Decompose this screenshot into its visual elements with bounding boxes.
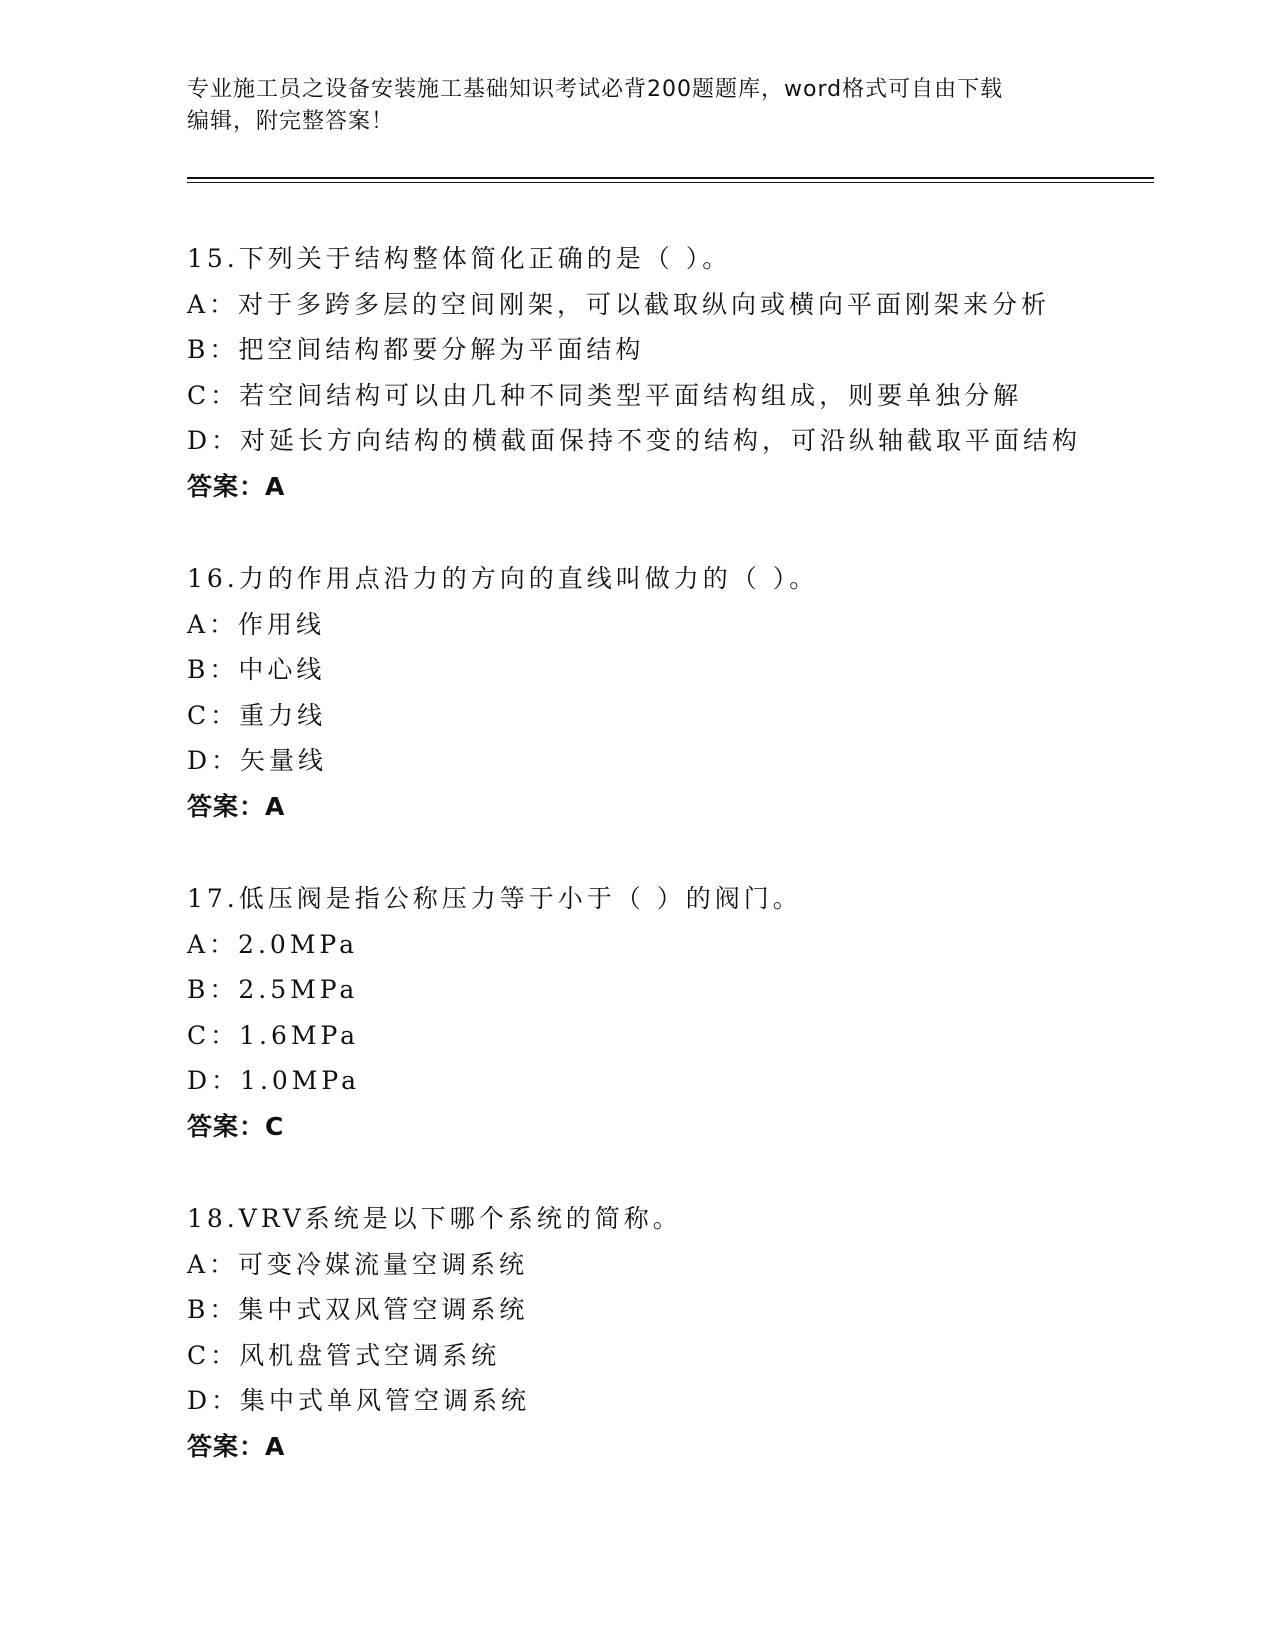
header-divider-thick [187,177,1154,179]
option-b: B：中心线 [187,655,326,684]
option-c: C：1.6MPa [187,1020,360,1050]
document-header [187,74,1087,138]
answer-label: 答案：C [187,1111,285,1141]
option-d: D：对延长方向结构的横截面保持不变的结构，可沿纵轴截取平面结构 [187,426,1082,455]
answer-label: 答案：A [187,1431,286,1461]
header-title-line-2: 编辑，附完整答案！ [187,109,395,134]
option-c: C：若空间结构可以由几种不同类型平面结构组成，则要单独分解 [187,380,1023,410]
header-title-line-1: 专业施工员之设备安装施工基础知识考试必背200题题库，word格式可自由下载 [187,77,1004,102]
option-c: C：重力线 [187,700,327,730]
question-16 [187,556,1167,876]
option-a: A：2.0MPa [187,929,359,959]
answer-label: 答案：A [187,791,286,821]
option-a: A：作用线 [187,609,326,639]
question-stem: 18.VRV系统是以下哪个系统的简称。 [187,1204,682,1233]
question-stem: 17.低压阀是指公称压力等于小于（ ）的阀门。 [187,884,802,913]
option-c: C：风机盘管式空调系统 [187,1340,501,1370]
option-a: A：可变冷媒流量空调系统 [187,1249,529,1279]
question-18 [187,1196,1167,1516]
question-17 [187,876,1167,1196]
question-stem: 15.下列关于结构整体简化正确的是（ ）。 [187,244,732,273]
option-d: D：矢量线 [187,746,328,775]
option-d: D：集中式单风管空调系统 [187,1386,531,1415]
option-b: B：集中式双风管空调系统 [187,1295,529,1324]
header-divider-thin [187,182,1154,183]
option-b: B：2.5MPa [187,975,359,1004]
option-d: D：1.0MPa [187,1066,361,1095]
question-stem: 16.力的作用点沿力的方向的直线叫做力的（ ）。 [187,564,819,593]
question-15 [187,236,1167,556]
option-b: B：把空间结构都要分解为平面结构 [187,335,645,364]
option-a: A：对于多跨多层的空间刚架，可以截取纵向或横向平面刚架来分析 [187,289,1051,319]
question-list [187,236,1167,1516]
answer-label: 答案：A [187,471,286,501]
